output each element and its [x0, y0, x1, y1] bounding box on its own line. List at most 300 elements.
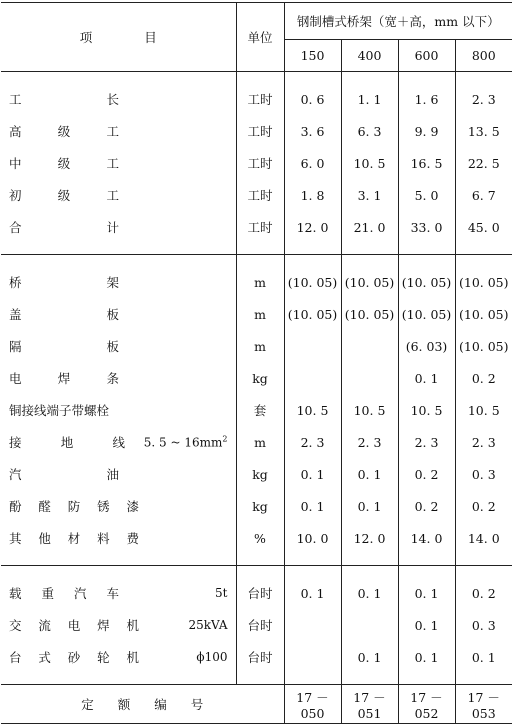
header-group-title: 钢制槽式桥架（宽＋高，mm 以下） — [296, 14, 500, 29]
value-label: 0. 2 — [471, 498, 496, 514]
value-cell — [284, 362, 341, 394]
value-cell — [398, 266, 455, 298]
unit-cell — [236, 490, 284, 522]
item-name-char: 板 — [106, 339, 119, 354]
quota-code: 17 － 052 — [410, 689, 443, 721]
material-row — [1, 458, 512, 490]
unit-cell — [236, 522, 284, 554]
item-name-char: 式 — [38, 650, 51, 665]
item-name-char: 锈 — [97, 499, 110, 514]
value-label: 1. 1 — [357, 91, 382, 107]
quota-table — [1, 2, 512, 724]
value-cell — [455, 115, 512, 147]
item-name-char: 高 — [9, 124, 22, 139]
item-name-char: 料 — [97, 531, 110, 546]
header-group-cell — [284, 3, 512, 40]
header-width-label: 800 — [471, 48, 496, 63]
value-label: 2. 3 — [414, 434, 439, 450]
value-label: 0. 2 — [414, 466, 439, 482]
unit-label: kg — [252, 466, 268, 482]
value-cell — [398, 147, 455, 179]
unit-cell — [236, 179, 284, 211]
value-cell — [341, 362, 398, 394]
value-cell — [455, 426, 512, 458]
value-cell — [284, 426, 341, 458]
value-cell — [284, 115, 341, 147]
item-name-char: 合 — [9, 220, 22, 235]
value-label: 21. 0 — [353, 219, 386, 235]
header-item-label: 项 目 — [79, 30, 157, 45]
material-row — [1, 266, 512, 298]
labor-top-padding — [1, 72, 512, 84]
value-cell — [455, 298, 512, 330]
item-name-char: 级 — [57, 188, 71, 203]
item-spec: ϕ100 — [196, 650, 228, 664]
value-label: 0. 1 — [471, 649, 496, 665]
item-name-char: 砂 — [67, 650, 81, 665]
item-name-char: 轮 — [97, 650, 110, 665]
value-label: 33. 0 — [410, 219, 443, 235]
unit-cell — [236, 266, 284, 298]
value-label: 0. 1 — [414, 585, 439, 601]
value-label: 0. 1 — [300, 585, 325, 601]
value-cell — [341, 147, 398, 179]
value-label: 12. 0 — [296, 219, 329, 235]
item-spec: 5. 5 ~ $16mm^2$ — [143, 434, 228, 450]
value-cell — [341, 577, 398, 609]
item-cell — [1, 211, 236, 243]
item-name — [9, 648, 139, 666]
header-width-label: 400 — [357, 48, 382, 63]
item-name-char: 长 — [106, 92, 119, 107]
value-label: 0. 1 — [357, 649, 382, 665]
item-name-char: 工 — [9, 92, 22, 107]
value-cell — [284, 577, 341, 609]
value-cell — [455, 490, 512, 522]
item-name-char: 防 — [67, 499, 81, 514]
value-cell — [398, 490, 455, 522]
unit-cell — [236, 115, 284, 147]
value-cell — [398, 362, 455, 394]
unit-label: % — [254, 530, 266, 546]
value-cell — [455, 266, 512, 298]
unit-label: 台时 — [247, 650, 273, 665]
value-cell — [455, 362, 512, 394]
value-cell — [341, 522, 398, 554]
item-spec: 5t — [215, 586, 228, 600]
value-cell — [284, 211, 341, 243]
value-label: 2. 3 — [471, 91, 496, 107]
value-label: 16. 5 — [410, 155, 443, 171]
value-cell — [341, 458, 398, 490]
value-cell — [455, 330, 512, 362]
value-label: 0. 6 — [300, 91, 325, 107]
value-cell — [455, 458, 512, 490]
value-cell — [284, 458, 341, 490]
value-label: 2. 3 — [300, 434, 325, 450]
value-cell — [284, 490, 341, 522]
unit-cell — [236, 298, 284, 330]
quota-code: 17 － 050 — [296, 689, 329, 721]
value-label: 6. 0 — [300, 155, 325, 171]
unit-cell — [236, 362, 284, 394]
value-cell — [398, 179, 455, 211]
value-cell — [341, 266, 398, 298]
value-cell — [398, 330, 455, 362]
unit-label: 套 — [253, 403, 267, 418]
value-label: 0. 3 — [471, 466, 496, 482]
item-cell — [1, 330, 236, 362]
value-cell — [341, 83, 398, 115]
unit-label: 台时 — [247, 618, 273, 633]
value-cell — [455, 522, 512, 554]
machine-row — [1, 641, 512, 673]
value-cell — [341, 115, 398, 147]
value-cell — [284, 298, 341, 330]
item-cell — [1, 266, 236, 298]
value-cell — [398, 298, 455, 330]
item-name-char: 载 — [9, 586, 22, 601]
labor-row — [1, 147, 512, 179]
quota-code-cell — [455, 685, 512, 724]
value-label: 1. 8 — [300, 187, 325, 203]
machines-bottom-padding — [1, 673, 512, 685]
value-label: (10. 05) — [344, 306, 395, 322]
item-name-char: 漆 — [126, 499, 139, 514]
labor-row — [1, 115, 512, 147]
item-name-char: 交 — [9, 618, 22, 633]
value-label: 0. 1 — [414, 649, 439, 665]
value-label: 3. 6 — [300, 123, 325, 139]
item-cell — [1, 394, 236, 426]
footer-label-cell — [1, 685, 284, 724]
value-label: 14. 0 — [467, 530, 500, 546]
item-name — [9, 497, 139, 515]
item-spec: 25kVA — [188, 618, 228, 632]
item-name-char: 计 — [106, 220, 119, 235]
item-name — [9, 369, 119, 387]
quota-code-cell — [341, 685, 398, 724]
item-name-char: 盖 — [9, 307, 22, 322]
unit-label: 台时 — [247, 586, 273, 601]
header-unit-cell — [236, 3, 284, 72]
value-cell — [341, 211, 398, 243]
item-name — [9, 122, 119, 140]
value-cell — [341, 179, 398, 211]
unit-cell — [236, 394, 284, 426]
value-cell — [455, 211, 512, 243]
unit-label: m — [254, 306, 266, 322]
value-label: 13. 5 — [467, 123, 500, 139]
machine-row — [1, 577, 512, 609]
machines-top-padding — [1, 566, 512, 578]
value-cell — [284, 147, 341, 179]
unit-label: 工时 — [247, 92, 273, 107]
value-label: (10. 05) — [458, 306, 509, 322]
item-name: 铜接线端子带螺栓 — [9, 403, 110, 418]
value-cell — [284, 394, 341, 426]
spec-superscript: 2 — [222, 434, 228, 444]
header-width-400 — [341, 40, 398, 72]
item-name — [9, 584, 119, 602]
item-cell — [1, 362, 236, 394]
value-label: 14. 0 — [410, 530, 443, 546]
quota-code: 17 － 051 — [353, 689, 386, 721]
item-name-char: 重 — [41, 586, 54, 601]
item-name-char: 材 — [67, 531, 81, 546]
value-cell — [455, 179, 512, 211]
item-name-char: 汽 — [73, 586, 87, 601]
item-name — [9, 616, 139, 634]
value-cell — [284, 266, 341, 298]
item-name-char: 工 — [106, 188, 119, 203]
unit-cell — [236, 641, 284, 673]
unit-label: m — [254, 338, 266, 354]
material-row — [1, 298, 512, 330]
item-name-char: 条 — [106, 371, 119, 386]
value-label: 1. 6 — [414, 91, 439, 107]
item-cell — [1, 179, 236, 211]
header-width-150 — [284, 40, 341, 72]
labor-bottom-padding — [1, 243, 512, 255]
item-cell — [1, 83, 236, 115]
value-label: 0. 1 — [300, 466, 325, 482]
item-name-char: 醛 — [38, 499, 51, 514]
item-name-char: 汽 — [9, 467, 22, 482]
item-name-char: 油 — [106, 467, 119, 482]
material-row — [1, 362, 512, 394]
item-name-char: 其 — [9, 531, 22, 546]
unit-label: m — [254, 274, 266, 290]
value-cell — [341, 490, 398, 522]
header-width-600 — [398, 40, 455, 72]
value-label: (10. 05) — [458, 274, 509, 290]
value-label: (6. 03) — [405, 338, 448, 354]
unit-label: kg — [252, 498, 268, 514]
value-label: 0. 1 — [414, 370, 439, 386]
value-label: 9. 9 — [414, 123, 439, 139]
value-cell — [284, 609, 341, 641]
item-cell — [1, 458, 236, 490]
unit-label: 工时 — [247, 156, 273, 171]
value-cell — [398, 609, 455, 641]
unit-label: 工时 — [247, 220, 273, 235]
unit-label: m — [254, 434, 266, 450]
value-label: 45. 0 — [467, 219, 500, 235]
value-label: (10. 05) — [401, 306, 452, 322]
unit-cell — [236, 609, 284, 641]
value-label: 0. 1 — [357, 466, 382, 482]
value-label: 0. 1 — [357, 585, 382, 601]
value-label: (10. 05) — [458, 338, 509, 354]
item-name-char: 地 — [60, 435, 74, 450]
item-name-char: 隔 — [9, 339, 22, 354]
value-cell — [398, 641, 455, 673]
value-label: 0. 1 — [357, 498, 382, 514]
value-label: 6. 3 — [357, 123, 382, 139]
header-unit-label: 单位 — [247, 30, 273, 45]
material-row — [1, 394, 512, 426]
unit-cell — [236, 458, 284, 490]
value-label: (10. 05) — [287, 274, 338, 290]
value-cell — [341, 609, 398, 641]
item-name-char: 线 — [112, 435, 125, 450]
unit-label: 工时 — [247, 124, 273, 139]
item-name-char: 机 — [126, 618, 139, 633]
item-name-char: 电 — [9, 371, 22, 386]
machine-row — [1, 609, 512, 641]
unit-cell — [236, 147, 284, 179]
item-name-char: 电 — [67, 618, 81, 633]
value-cell — [341, 394, 398, 426]
item-name-char: 桥 — [9, 275, 22, 290]
material-row — [1, 522, 512, 554]
item-name — [9, 305, 119, 323]
value-cell — [398, 522, 455, 554]
item-name-char: 台 — [9, 650, 22, 665]
item-cell — [1, 577, 236, 609]
value-label: 10. 5 — [410, 402, 443, 418]
item-name — [9, 90, 119, 108]
item-name-char: 初 — [9, 188, 22, 203]
value-cell — [398, 458, 455, 490]
item-name — [9, 337, 119, 355]
value-label: 5. 0 — [414, 187, 439, 203]
header-item-cell — [1, 3, 236, 72]
value-label: 12. 0 — [353, 530, 386, 546]
value-label: 0. 2 — [471, 585, 496, 601]
value-label: 0. 1 — [300, 498, 325, 514]
value-label: 10. 0 — [296, 530, 329, 546]
header-width-label: 150 — [300, 48, 325, 63]
item-name — [9, 186, 119, 204]
value-cell — [455, 641, 512, 673]
item-cell — [1, 426, 236, 458]
item-name-char: 工 — [106, 124, 119, 139]
material-row — [1, 330, 512, 362]
materials-top-padding — [1, 255, 512, 267]
item-name-char: 板 — [106, 307, 119, 322]
item-name — [9, 465, 119, 483]
value-label: 22. 5 — [467, 155, 500, 171]
material-row — [1, 426, 512, 458]
value-cell — [398, 394, 455, 426]
item-cell — [1, 609, 236, 641]
value-label: 10. 5 — [353, 402, 386, 418]
labor-row — [1, 211, 512, 243]
item-name-char: 焊 — [57, 371, 71, 386]
value-cell — [341, 298, 398, 330]
material-row — [1, 490, 512, 522]
value-label: (10. 05) — [344, 274, 395, 290]
value-cell — [398, 83, 455, 115]
item-name — [9, 273, 119, 291]
unit-label: 工时 — [247, 188, 273, 203]
materials-bottom-padding — [1, 554, 512, 566]
unit-cell — [236, 211, 284, 243]
unit-cell — [236, 577, 284, 609]
item-name — [9, 433, 125, 451]
value-label: (10. 05) — [401, 274, 452, 290]
header-width-800 — [455, 40, 512, 72]
value-label: 10. 5 — [353, 155, 386, 171]
item-name-char: 级 — [57, 124, 71, 139]
item-name — [9, 529, 139, 547]
item-cell — [1, 490, 236, 522]
value-cell — [455, 609, 512, 641]
value-label: 6. 7 — [471, 187, 496, 203]
value-cell — [284, 641, 341, 673]
value-cell — [455, 577, 512, 609]
unit-cell — [236, 330, 284, 362]
value-cell — [341, 330, 398, 362]
value-label: 3. 1 — [357, 187, 382, 203]
value-label: 0. 3 — [471, 617, 496, 633]
quota-code-cell — [398, 685, 455, 724]
value-cell — [284, 179, 341, 211]
value-cell — [455, 394, 512, 426]
unit-cell — [236, 426, 284, 458]
item-name-char: 酚 — [9, 499, 22, 514]
value-cell — [284, 522, 341, 554]
value-label: 0. 2 — [414, 498, 439, 514]
value-cell — [455, 147, 512, 179]
value-label: 2. 3 — [471, 434, 496, 450]
item-cell — [1, 522, 236, 554]
item-name-char: 中 — [9, 156, 22, 171]
value-label: 10. 5 — [296, 402, 329, 418]
item-name-char: 他 — [38, 531, 51, 546]
quota-code: 17 － 053 — [467, 689, 500, 721]
value-label: 0. 1 — [414, 617, 439, 633]
value-label: 0. 2 — [471, 370, 496, 386]
item-name — [9, 218, 119, 236]
labor-row — [1, 179, 512, 211]
value-cell — [398, 115, 455, 147]
item-cell — [1, 298, 236, 330]
item-name-char: 机 — [126, 650, 139, 665]
unit-label: kg — [252, 370, 268, 386]
value-cell — [341, 426, 398, 458]
value-label: (10. 05) — [287, 306, 338, 322]
item-name-char: 流 — [38, 618, 51, 633]
value-cell — [398, 577, 455, 609]
value-label: 2. 3 — [357, 434, 382, 450]
item-name-char: 级 — [57, 156, 71, 171]
value-cell — [398, 426, 455, 458]
item-name-char: 接 — [9, 435, 22, 450]
item-cell — [1, 147, 236, 179]
item-name-char: 工 — [106, 156, 119, 171]
value-cell — [398, 211, 455, 243]
value-label: 10. 5 — [467, 402, 500, 418]
quota-code-cell — [284, 685, 341, 724]
item-cell — [1, 641, 236, 673]
item-name-char: 架 — [106, 275, 119, 290]
value-cell — [455, 83, 512, 115]
header-width-label: 600 — [414, 48, 439, 63]
item-name-char: 车 — [106, 586, 119, 601]
value-cell — [341, 641, 398, 673]
labor-row — [1, 83, 512, 115]
unit-cell — [236, 83, 284, 115]
item-name — [9, 154, 119, 172]
value-cell — [284, 83, 341, 115]
item-cell — [1, 115, 236, 147]
value-cell — [284, 330, 341, 362]
item-name-char: 费 — [126, 531, 139, 546]
footer-row — [1, 685, 512, 724]
